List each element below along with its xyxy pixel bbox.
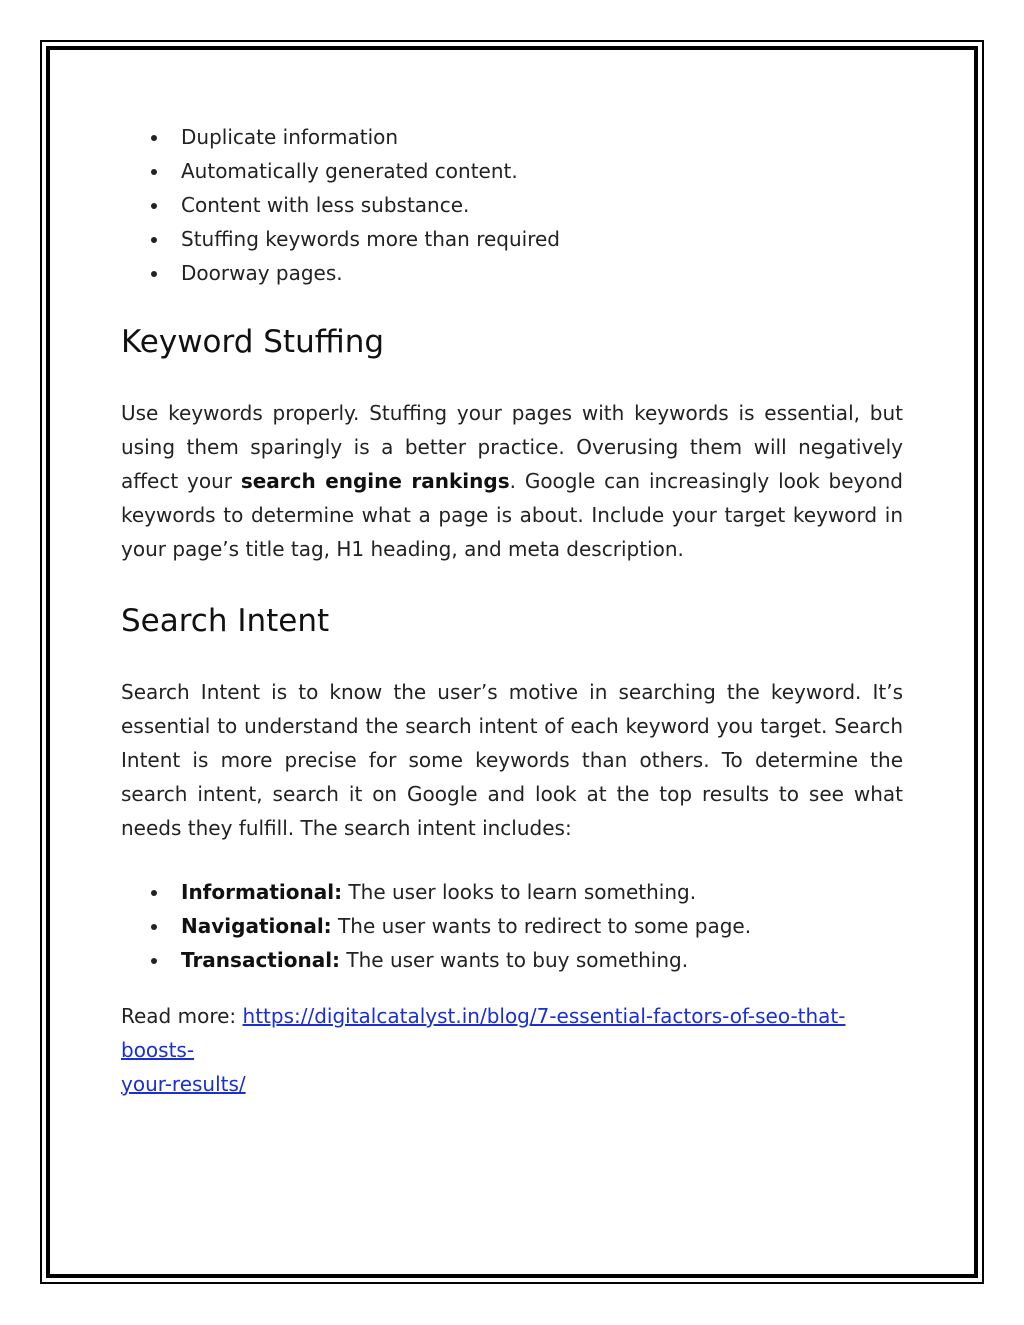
bullet-icon bbox=[151, 203, 157, 209]
bold-keyword-text: search engine rankings bbox=[240, 469, 510, 493]
intent-term: Transactional: bbox=[181, 948, 341, 972]
bullet-icon bbox=[151, 271, 157, 277]
list-item bbox=[121, 222, 903, 256]
intent-term: Navigational: bbox=[181, 914, 332, 938]
read-more-paragraph bbox=[121, 999, 903, 1101]
bullet-icon bbox=[151, 237, 157, 243]
bullet-icon bbox=[151, 924, 157, 930]
keyword-stuffing-heading: Keyword Stuffing bbox=[121, 324, 385, 360]
list-item bbox=[121, 188, 903, 222]
top-bullet-list bbox=[121, 120, 903, 290]
list-item bbox=[121, 120, 903, 154]
bullet-icon bbox=[151, 135, 157, 141]
list-item bbox=[121, 943, 903, 977]
search-intent-list bbox=[121, 875, 903, 977]
paragraph-text: . Google can increasingly look beyond keywords to determine what a page is about. Include your target keyword in your page’s title tag, H1 heading, and meta description. bbox=[121, 469, 903, 561]
link-text-line1: https://digitalcatalyst.in/blog/7-essential-factors-of-seo-that-boosts- bbox=[121, 1004, 846, 1062]
list-item-text: Stuffing keywords more than required bbox=[181, 227, 560, 251]
list-item bbox=[121, 256, 903, 290]
paragraph-text: Use keywords properly. Stuffing your pages with keywords is essential, but using them sparingly is a better practice. Overusing them will negatively affect your bbox=[121, 401, 903, 493]
intent-description: The user wants to buy something. bbox=[340, 948, 689, 972]
list-item-text: Doorway pages. bbox=[181, 261, 343, 285]
list-item-text: Content with less substance. bbox=[181, 193, 470, 217]
document-content bbox=[121, 120, 903, 1101]
search-intent-heading: Search Intent bbox=[121, 603, 330, 639]
bullet-icon bbox=[151, 958, 157, 964]
list-item bbox=[121, 154, 903, 188]
list-item-text: Duplicate information bbox=[181, 125, 399, 149]
intent-term: Informational: bbox=[181, 880, 343, 904]
read-more-label: Read more: bbox=[121, 1004, 243, 1028]
link-text-line2: your-results/ bbox=[121, 1072, 246, 1096]
search-intent-paragraph: Search Intent is to know the user’s motive in searching the keyword. It’s essential to understand the search intent of each keyword you target. Search Intent is more precise for some keywords than others. To determine the search intent, search it on Google and look at the top results to see what needs they fulfill. The search intent includes: bbox=[121, 680, 903, 840]
list-item bbox=[121, 875, 903, 909]
list-item-text: Automatically generated content. bbox=[181, 159, 518, 183]
bullet-icon bbox=[151, 169, 157, 175]
intent-description: The user looks to learn something. bbox=[342, 880, 697, 904]
keyword-stuffing-paragraph bbox=[121, 396, 903, 566]
bullet-icon bbox=[151, 890, 157, 896]
list-item bbox=[121, 909, 903, 943]
intent-description: The user wants to redirect to some page. bbox=[331, 914, 752, 938]
